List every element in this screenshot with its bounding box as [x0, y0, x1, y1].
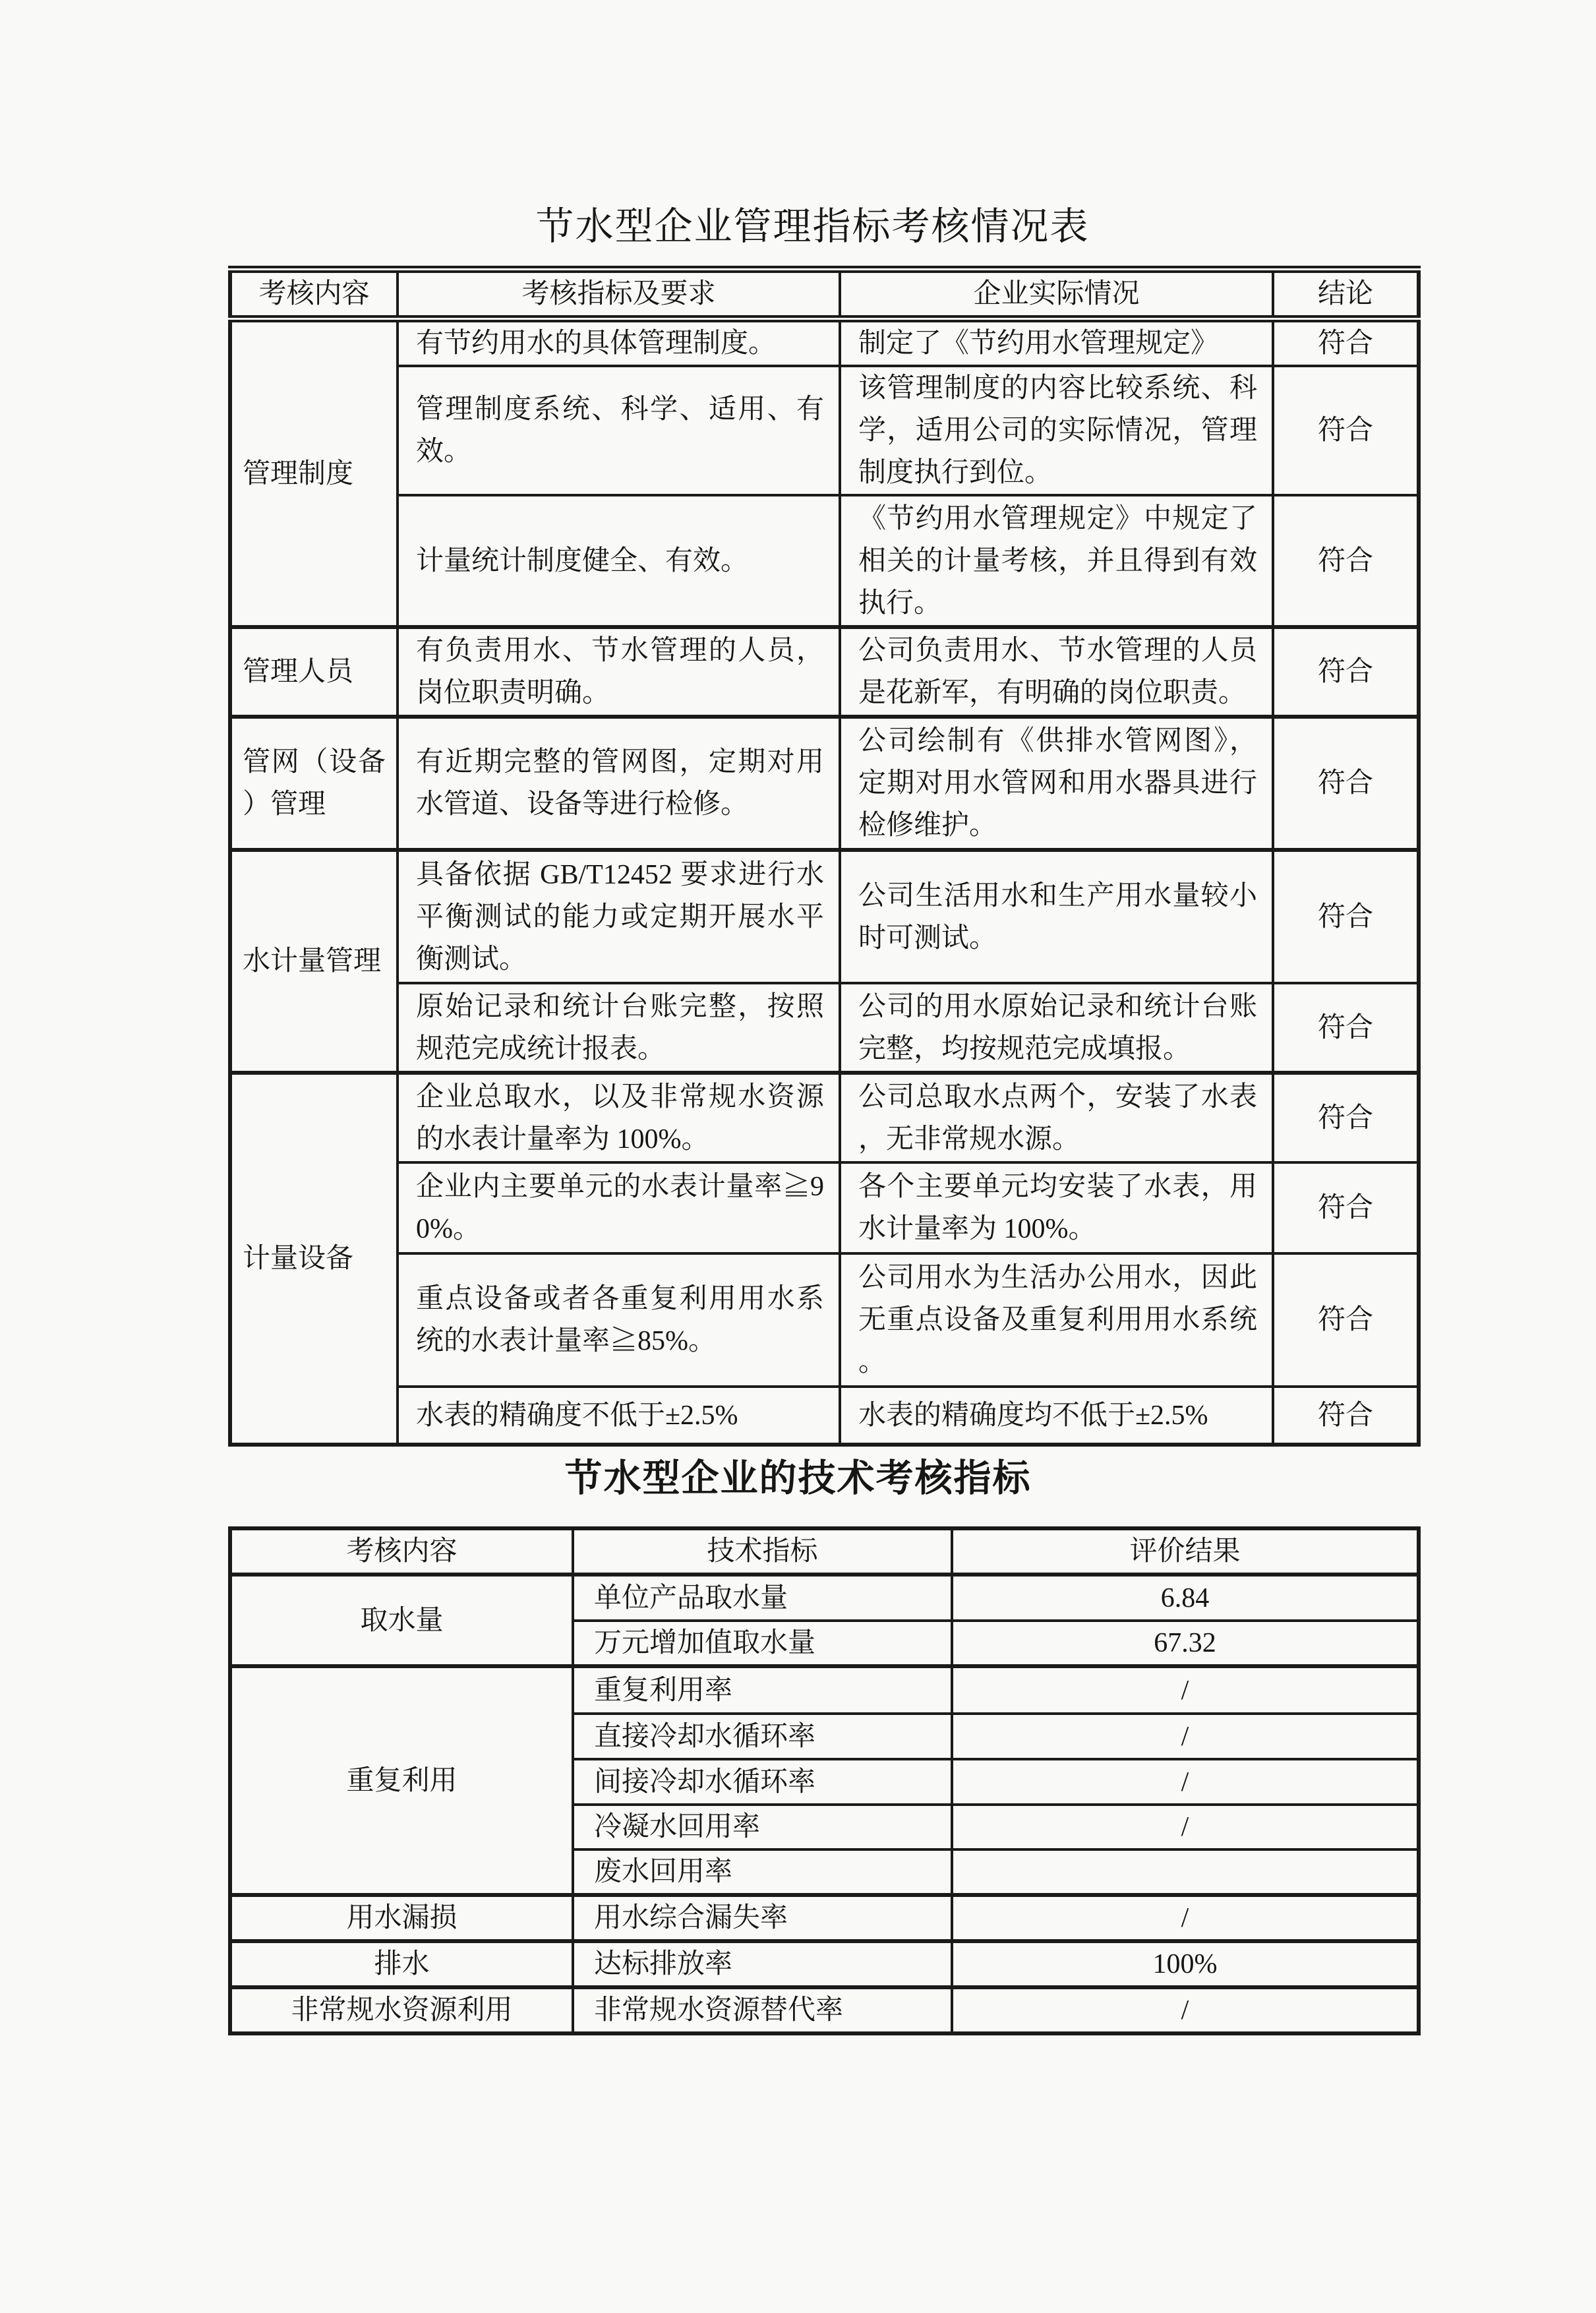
table-row	[230, 627, 1419, 717]
header-assessment-content: 考核内容	[230, 270, 398, 319]
conclusion-cell: 符合	[1273, 850, 1419, 983]
table-row	[230, 1987, 1419, 2033]
actual-cell: 水表的精确度均不低于±2.5%	[840, 1387, 1273, 1445]
conclusion-cell: 符合	[1273, 1073, 1419, 1162]
conclusion-cell: 符合	[1273, 1162, 1419, 1253]
header-actual-situation: 企业实际情况	[840, 270, 1273, 319]
indicator-cell: 有近期完整的管网图，定期对用水管道、设备等进行检修。	[398, 717, 840, 850]
conclusion-cell: 符合	[1273, 366, 1419, 495]
table-row	[230, 1253, 1419, 1387]
indicator-cell: 计量统计制度健全、有效。	[398, 495, 840, 627]
result-cell: /	[952, 1895, 1419, 1941]
table-row	[230, 1162, 1419, 1253]
table-header-row	[230, 270, 1419, 319]
indicator-cell: 有负责用水、节水管理的人员，岗位职责明确。	[398, 627, 840, 717]
indicator-cell: 重点设备或者各重复利用用水系统的水表计量率≧85%。	[398, 1253, 840, 1387]
table-row	[230, 1387, 1419, 1445]
table-header-row	[230, 1528, 1419, 1575]
indicator-cell: 企业内主要单元的水表计量率≧90%。	[398, 1162, 840, 1253]
header-indicator-requirement: 考核指标及要求	[398, 270, 840, 319]
indicator-cell: 废水回用率	[573, 1849, 952, 1895]
group-label-cell: 管理人员	[230, 627, 398, 717]
actual-cell: 公司的用水原始记录和统计台账完整，均按规范完成填报。	[840, 983, 1273, 1073]
conclusion-cell: 符合	[1273, 627, 1419, 717]
actual-cell: 公司用水为生活办公用水，因此无重点设备及重复利用用水系统。	[840, 1253, 1273, 1387]
indicator-cell: 万元增加值取水量	[573, 1621, 952, 1666]
table-row	[230, 1941, 1419, 1987]
result-cell: /	[952, 1987, 1419, 2033]
conclusion-cell: 符合	[1273, 1387, 1419, 1445]
indicator-cell: 单位产品取水量	[573, 1575, 952, 1621]
actual-cell: 《节约用水管理规定》中规定了相关的计量考核，并且得到有效执行。	[840, 495, 1273, 627]
conclusion-cell: 符合	[1273, 319, 1419, 367]
result-cell: /	[952, 1805, 1419, 1849]
group-label-cell: 计量设备	[230, 1073, 398, 1445]
conclusion-cell: 符合	[1273, 983, 1419, 1073]
header-evaluation-result: 评价结果	[952, 1528, 1419, 1575]
group-label-cell: 管网（设备）管理	[230, 717, 398, 850]
management-table-title: 节水型企业管理指标考核情况表	[535, 205, 1090, 248]
header-technical-indicator: 技术指标	[573, 1528, 952, 1575]
indicator-cell: 直接冷却水循环率	[573, 1714, 952, 1759]
result-cell: 6.84	[952, 1575, 1419, 1621]
actual-cell: 该管理制度的内容比较系统、科学，适用公司的实际情况，管理制度执行到位。	[840, 366, 1273, 495]
table-row	[230, 1666, 1419, 1714]
group-label-cell: 重复利用	[230, 1666, 573, 1895]
indicator-cell: 具备依据 GB/T12452 要求进行水平衡测试的能力或定期开展水平衡测试。	[398, 850, 840, 983]
indicator-cell: 管理制度系统、科学、适用、有效。	[398, 366, 840, 495]
group-label-cell: 用水漏损	[230, 1895, 573, 1941]
result-cell	[952, 1849, 1419, 1895]
table-row	[230, 1073, 1419, 1162]
indicator-cell: 间接冷却水循环率	[573, 1759, 952, 1805]
table-row	[230, 495, 1419, 627]
result-cell: /	[952, 1714, 1419, 1759]
group-label-cell: 水计量管理	[230, 850, 398, 1073]
indicator-cell: 非常规水资源替代率	[573, 1987, 952, 2033]
result-cell: /	[952, 1666, 1419, 1714]
header-assessment-content: 考核内容	[230, 1528, 573, 1575]
table-row	[230, 850, 1419, 983]
result-cell: 67.32	[952, 1621, 1419, 1666]
table-row	[230, 1575, 1419, 1621]
result-cell: /	[952, 1759, 1419, 1805]
indicator-cell: 冷凝水回用率	[573, 1805, 952, 1849]
conclusion-cell: 符合	[1273, 717, 1419, 850]
technical-table-title: 节水型企业的技术考核指标	[564, 1458, 1032, 1499]
actual-cell: 制定了《节约用水管理规定》	[840, 319, 1273, 367]
indicator-cell: 有节约用水的具体管理制度。	[398, 319, 840, 367]
indicator-cell: 达标排放率	[573, 1941, 952, 1987]
actual-cell: 公司绘制有《供排水管网图》，定期对用水管网和用水器具进行检修维护。	[840, 717, 1273, 850]
actual-cell: 各个主要单元均安装了水表，用水计量率为 100%。	[840, 1162, 1273, 1253]
indicator-cell: 用水综合漏失率	[573, 1895, 952, 1941]
group-label-cell: 管理制度	[230, 319, 398, 628]
technical-assessment-table	[228, 1526, 1421, 2035]
table-row	[230, 1895, 1419, 1941]
actual-cell: 公司生活用水和生产用水量较小时可测试。	[840, 850, 1273, 983]
group-label-cell: 非常规水资源利用	[230, 1987, 573, 2033]
conclusion-cell: 符合	[1273, 495, 1419, 627]
table-row	[230, 717, 1419, 850]
result-cell: 100%	[952, 1941, 1419, 1987]
table-row	[230, 319, 1419, 367]
table-row	[230, 983, 1419, 1073]
table-row	[230, 366, 1419, 495]
conclusion-cell: 符合	[1273, 1253, 1419, 1387]
actual-cell: 公司负责用水、节水管理的人员是花新军，有明确的岗位职责。	[840, 627, 1273, 717]
indicator-cell: 企业总取水，以及非常规水资源的水表计量率为 100%。	[398, 1073, 840, 1162]
actual-cell: 公司总取水点两个，安装了水表，无非常规水源。	[840, 1073, 1273, 1162]
group-label-cell: 取水量	[230, 1575, 573, 1666]
management-assessment-table	[228, 266, 1421, 1447]
header-conclusion: 结论	[1273, 270, 1419, 319]
group-label-cell: 排水	[230, 1941, 573, 1987]
indicator-cell: 原始记录和统计台账完整，按照规范完成统计报表。	[398, 983, 840, 1073]
indicator-cell: 水表的精确度不低于±2.5%	[398, 1387, 840, 1445]
indicator-cell: 重复利用率	[573, 1666, 952, 1714]
